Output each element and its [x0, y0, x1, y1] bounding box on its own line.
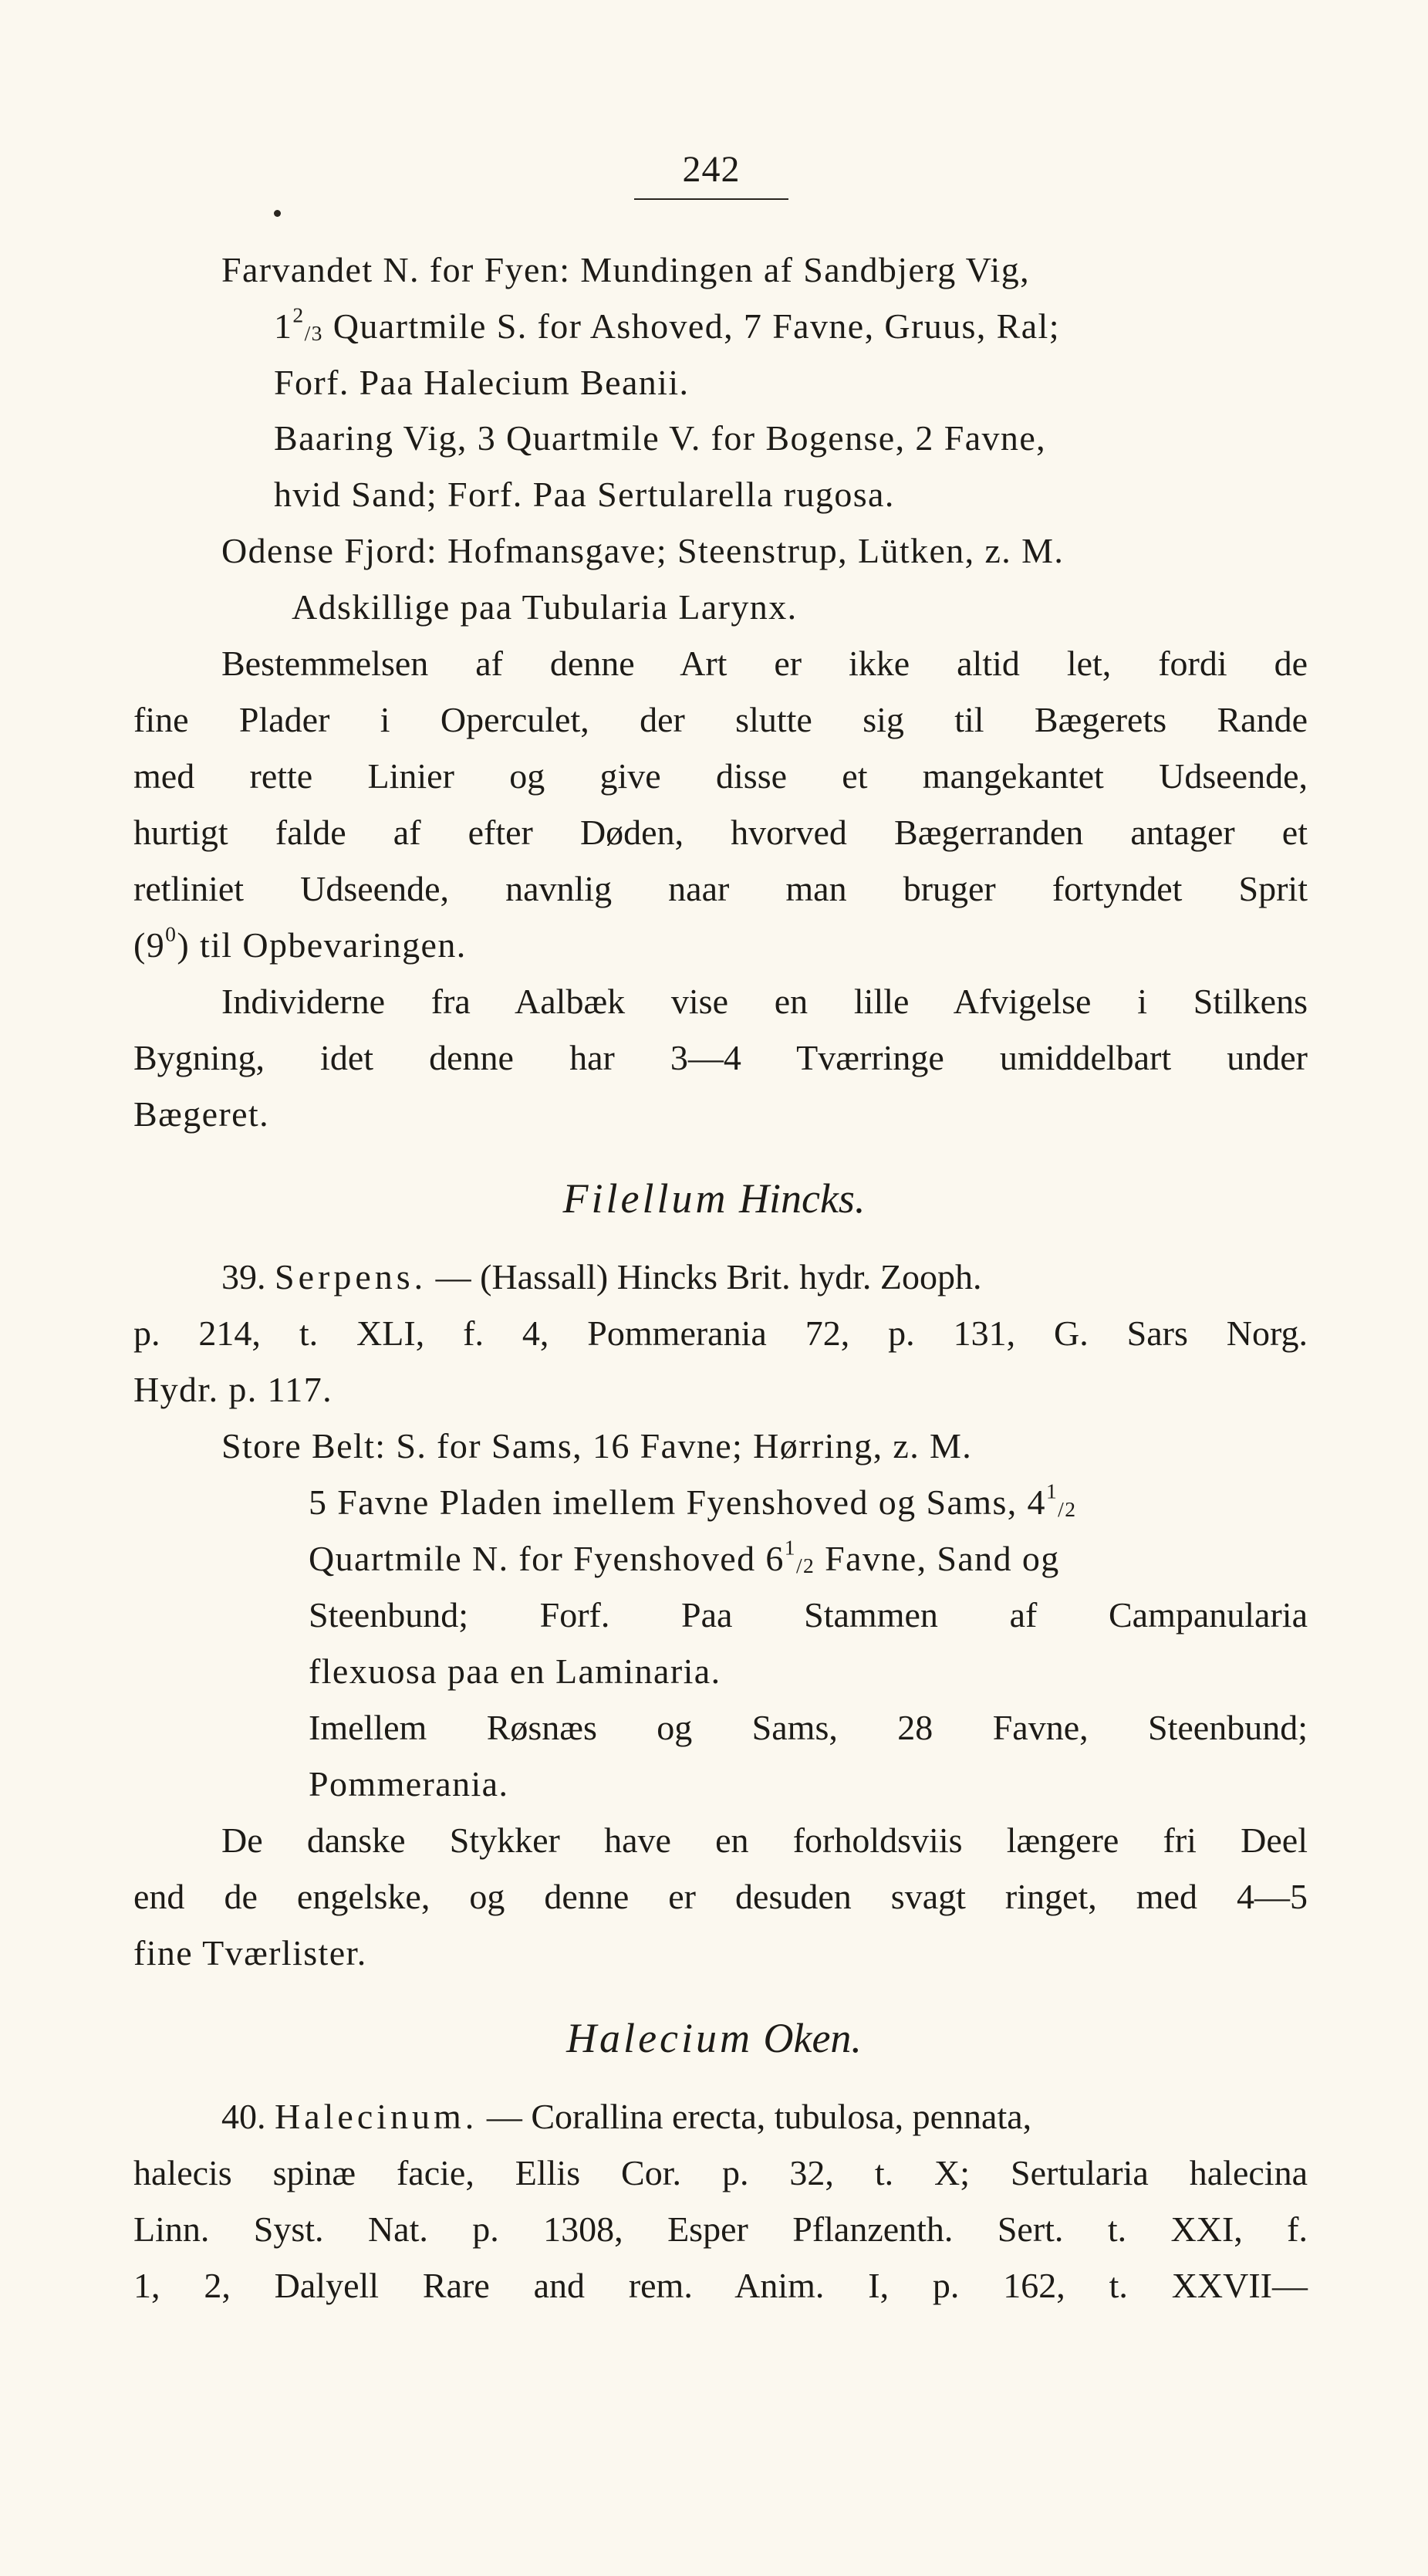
paragraph-1-line-1: Bestemmelsen af denne Art er ikke altid let, fordi de	[221, 644, 1308, 683]
entry-39-line-3: Hydr. p. 117.	[133, 1370, 333, 1409]
fraction-denominator: /2	[795, 1553, 815, 1577]
genus-author: Hincks.	[739, 1175, 866, 1222]
entry-39-locality-2	[309, 1479, 1077, 1522]
paragraph-1-line-5: retliniet Udseende, navnlig naar man bruger fortyndet Sprit	[133, 869, 1308, 908]
fraction-numerator: 2	[292, 303, 305, 327]
paragraph-1-line-3: med rette Linier og give disse et mangekantet Udseende,	[133, 756, 1308, 796]
species-name: Halecinum.	[275, 2097, 478, 2136]
entry-39-line-2: p. 214, t. XLI, f. 4, Pommerania 72, p. 131, G. Sars Norg.	[133, 1313, 1308, 1353]
entry-39-locality-7: Pommerania.	[309, 1764, 509, 1804]
locality-line-4: Baaring Vig, 3 Quartmile V. for Bogense, 2 Favne,	[274, 418, 1047, 458]
paragraph-3-line-2: end de engelske, og denne er desuden svagt ringet, med 4—5	[133, 1877, 1308, 1916]
locality-line-1: Farvandet N. for Fyen: Mundingen af Sandbjerg Vig,	[221, 250, 1030, 289]
fraction-numerator: 1	[1045, 1479, 1058, 1503]
entry-number: 39.	[221, 1257, 266, 1296]
locality-line-5: hvid Sand; Forf. Paa Sertularella rugosa.	[274, 475, 895, 514]
paragraph-3-line-1: De danske Stykker have en forholdsviis længere fri Deel	[221, 1820, 1308, 1860]
fraction-denominator: /2	[1058, 1496, 1077, 1521]
entry-40-line-1	[221, 2099, 1308, 2135]
entry-39-locality-2-text: 5 Favne Pladen imellem Fyenshoved og Sams, 4	[309, 1482, 1046, 1522]
entry-40-citation: — Corallina erecta, tubulosa, pennata,	[478, 2097, 1032, 2136]
degree-mark: 0	[165, 921, 177, 946]
paragraph-1-line-6	[133, 921, 467, 965]
locality-line-3: Forf. Paa Halecium Beanii.	[274, 363, 690, 402]
entry-39-locality-3-rest: Favne, Sand og	[815, 1539, 1060, 1578]
paragraph-3-line-3: fine Tværlister.	[133, 1933, 367, 1973]
fraction-denominator: /3	[304, 320, 323, 345]
paragraph-2-line-2: Bygning, idet denne har 3—4 Tværringe umiddelbart under	[133, 1038, 1308, 1077]
temperature-open: (9	[133, 925, 166, 965]
entry-39-citation: — (Hassall) Hincks Brit. hydr. Zooph.	[427, 1257, 982, 1296]
genus-heading-filellum	[0, 1175, 1428, 1222]
locality-line-2-rest: Quartmile S. for Ashoved, 7 Favne, Gruus, Ral;	[322, 306, 1060, 346]
paragraph-1-line-4: hurtigt falde af efter Døden, hvorved Bægerranden antager et	[133, 813, 1308, 852]
locality-line-6: Odense Fjord: Hofmansgave; Steenstrup, Lütken, z. M.	[221, 531, 1065, 570]
paragraph-1-line-2: fine Plader i Operculet, der slutte sig til Bægerets Rande	[133, 700, 1308, 739]
ink-speck	[274, 210, 281, 217]
entry-39-locality-4: Steenbund; Forf. Paa Stammen af Campanularia	[309, 1595, 1308, 1635]
entry-39-locality-3	[309, 1535, 1060, 1578]
fraction-numerator: 1	[784, 1535, 796, 1560]
temperature-rest: ) til Opbevaringen.	[177, 925, 467, 965]
species-name: Serpens.	[275, 1257, 427, 1296]
locality-line-7: Adskillige paa Tubularia Larynx.	[292, 587, 798, 627]
entry-40-line-4: 1, 2, Dalyell Rare and rem. Anim. I, p. 162, t. XXVII—	[133, 2266, 1308, 2305]
locality-line-2	[274, 303, 1060, 346]
entry-39-locality-6: Imellem Røsnæs og Sams, 28 Favne, Steenbund;	[309, 1708, 1308, 1747]
fraction-whole: 1	[274, 306, 293, 346]
genus-heading-halecium	[0, 2017, 1428, 2059]
page-number-rule	[634, 198, 788, 200]
paragraph-2-line-1: Individerne fra Aalbæk vise en lille Afvigelse i Stilkens	[221, 982, 1308, 1021]
genus-author: Oken.	[763, 2015, 862, 2061]
entry-39-locality-3-text: Quartmile N. for Fyenshoved 6	[309, 1539, 785, 1578]
paragraph-2-line-3: Bægeret.	[133, 1094, 269, 1134]
entry-number: 40.	[221, 2097, 266, 2136]
entry-40-line-2: halecis spinæ facie, Ellis Cor. p. 32, t. X; Sertularia halecina	[133, 2153, 1308, 2192]
entry-39-locality-1: Store Belt: S. for Sams, 16 Favne; Hørring, z. M.	[221, 1426, 973, 1465]
genus-name: Filellum	[562, 1175, 729, 1222]
genus-name: Halecium	[566, 2015, 753, 2061]
entry-39-locality-5: flexuosa paa en Laminaria.	[309, 1651, 721, 1691]
entry-40-line-3: Linn. Syst. Nat. p. 1308, Esper Pflanzenth. Sert. t. XXI, f.	[133, 2209, 1308, 2249]
page-number: 242	[682, 149, 741, 190]
entry-39-line-1	[221, 1259, 1308, 1295]
